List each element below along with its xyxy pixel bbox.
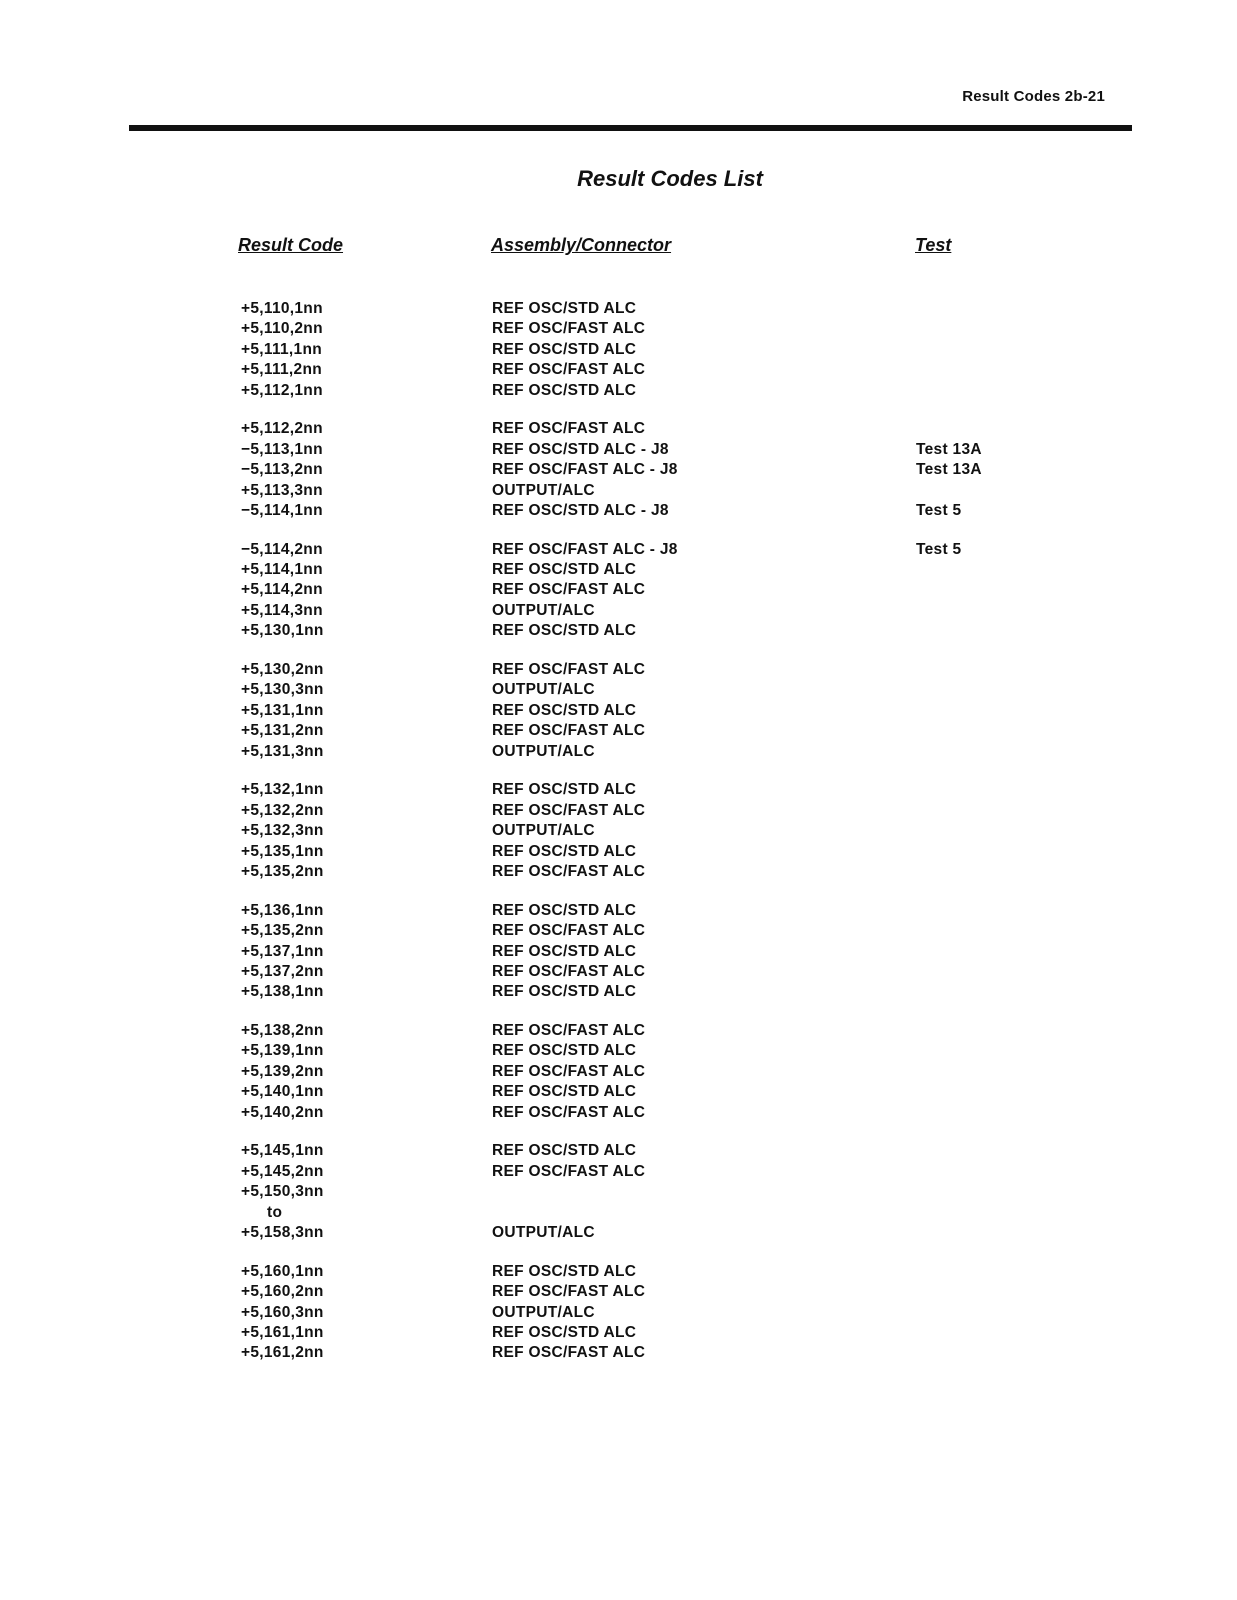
column-header-assembly-connector: Assembly/Connector — [491, 235, 672, 255]
assembly-connector-cell: REF OSC/FAST ALC — [492, 1283, 646, 1301]
table-row — [0, 1324, 1237, 1344]
result-code-cell: +5,150,3nn — [241, 1183, 324, 1201]
assembly-connector-cell: REF OSC/FAST ALC — [492, 661, 646, 679]
result-code-cell: +5,160,1nn — [241, 1262, 324, 1280]
assembly-connector-cell: REF OSC/FAST ALC — [492, 722, 646, 740]
table-row — [0, 743, 1237, 763]
header-rule — [129, 125, 1132, 131]
table-row — [0, 1063, 1237, 1083]
result-code-cell: +5,112,1nn — [241, 381, 323, 399]
assembly-connector-cell: REF OSC/STD ALC — [492, 561, 637, 579]
assembly-connector-cell: REF OSC/STD ALC — [492, 300, 637, 317]
result-code-cell: +5,135,1nn — [241, 842, 324, 860]
table-row — [0, 781, 1237, 801]
table-row — [0, 1263, 1237, 1283]
result-code-cell: +5,136,1nn — [241, 901, 324, 919]
result-code-cell: +5,137,1nn — [241, 942, 324, 960]
table-row — [0, 843, 1237, 863]
table-row — [0, 300, 1237, 320]
table-row — [0, 922, 1237, 942]
result-code-cell: +5,132,3nn — [241, 822, 324, 840]
assembly-connector-cell: OUTPUT/ALC — [492, 742, 595, 760]
table-row — [0, 902, 1237, 922]
row-group — [0, 1142, 1237, 1244]
result-code-cell: +5,111,2nn — [241, 361, 322, 379]
result-codes-table — [0, 300, 1237, 1383]
table-row — [0, 1042, 1237, 1062]
table-row — [0, 1344, 1237, 1364]
result-code-cell: +5,114,1nn — [241, 561, 323, 579]
result-code-cell: +5,160,2nn — [241, 1283, 324, 1301]
result-code-cell: +5,110,1nn — [241, 300, 323, 317]
assembly-connector-cell: REF OSC/STD ALC — [492, 1083, 637, 1101]
table-row — [0, 702, 1237, 722]
assembly-connector-cell: REF OSC/FAST ALC — [492, 361, 646, 379]
result-code-cell: +5,139,2nn — [241, 1062, 324, 1080]
table-row — [0, 482, 1237, 502]
assembly-connector-cell: REF OSC/STD ALC - J8 — [492, 501, 669, 519]
assembly-connector-cell: REF OSC/STD ALC — [492, 1323, 637, 1341]
result-code-cell: to — [267, 1203, 283, 1221]
assembly-connector-cell: OUTPUT/ALC — [492, 1223, 595, 1241]
result-code-cell: +5,138,2nn — [241, 1022, 324, 1040]
assembly-connector-cell: REF OSC/FAST ALC — [492, 420, 646, 438]
column-header-result-code: Result Code — [238, 235, 344, 255]
table-row — [0, 1183, 1237, 1203]
result-code-cell: +5,140,1nn — [241, 1083, 324, 1101]
result-code-cell: +5,145,1nn — [241, 1142, 324, 1160]
result-code-cell: +5,130,1nn — [241, 622, 324, 640]
assembly-connector-cell: OUTPUT/ALC — [492, 822, 595, 840]
assembly-connector-cell: REF OSC/STD ALC — [492, 842, 637, 860]
assembly-connector-cell: REF OSC/STD ALC — [492, 1042, 637, 1060]
table-row — [0, 681, 1237, 701]
assembly-connector-cell: REF OSC/FAST ALC - J8 — [492, 540, 678, 558]
assembly-connector-cell: REF OSC/STD ALC — [492, 622, 637, 640]
result-code-cell: −5,113,1nn — [241, 440, 323, 458]
assembly-connector-cell: REF OSC/STD ALC — [492, 1262, 637, 1280]
table-row — [0, 1083, 1237, 1103]
test-cell: Test 5 — [916, 540, 962, 558]
result-code-cell: +5,114,3nn — [241, 601, 323, 619]
table-row — [0, 1204, 1237, 1224]
assembly-connector-cell: REF OSC/FAST ALC — [492, 922, 646, 940]
table-row — [0, 602, 1237, 622]
result-code-cell: +5,140,2nn — [241, 1103, 324, 1121]
assembly-connector-cell: REF OSC/STD ALC — [492, 340, 637, 358]
assembly-connector-cell: REF OSC/FAST ALC — [492, 801, 646, 819]
table-row — [0, 341, 1237, 361]
table-row — [0, 661, 1237, 681]
table-row — [0, 502, 1237, 522]
table-row — [0, 1163, 1237, 1183]
result-code-cell: +5,131,1nn — [241, 701, 324, 719]
result-code-cell: +5,111,1nn — [241, 340, 322, 358]
result-code-cell: +5,131,2nn — [241, 722, 324, 740]
row-group — [0, 1263, 1237, 1365]
assembly-connector-cell: OUTPUT/ALC — [492, 601, 595, 619]
table-row — [0, 1104, 1237, 1124]
table-row — [0, 541, 1237, 561]
table-row — [0, 983, 1237, 1003]
assembly-connector-cell: REF OSC/FAST ALC — [492, 1103, 646, 1121]
assembly-connector-cell: REF OSC/FAST ALC — [492, 1162, 646, 1180]
table-row — [0, 1224, 1237, 1244]
row-group — [0, 661, 1237, 763]
assembly-connector-cell: REF OSC/STD ALC — [492, 701, 637, 719]
table-row — [0, 622, 1237, 642]
row-group — [0, 902, 1237, 1004]
result-code-cell: +5,112,2nn — [241, 420, 323, 438]
result-code-cell: +5,135,2nn — [241, 862, 324, 880]
result-code-cell: −5,114,1nn — [241, 501, 323, 519]
result-code-cell: +5,113,3nn — [241, 481, 323, 499]
result-code-cell: +5,130,3nn — [241, 681, 324, 699]
result-code-cell: +5,145,2nn — [241, 1162, 324, 1180]
result-code-cell: +5,135,2nn — [241, 922, 324, 940]
test-cell: Test 5 — [916, 501, 962, 519]
assembly-connector-cell: REF OSC/FAST ALC — [492, 581, 646, 599]
result-code-cell: +5,132,1nn — [241, 781, 324, 799]
result-code-cell: +5,110,2nn — [241, 320, 323, 338]
table-row — [0, 802, 1237, 822]
row-group — [0, 781, 1237, 883]
table-row — [0, 943, 1237, 963]
result-code-cell: +5,132,2nn — [241, 801, 324, 819]
table-row — [0, 441, 1237, 461]
table-row — [0, 863, 1237, 883]
assembly-connector-cell: REF OSC/FAST ALC — [492, 962, 646, 980]
assembly-connector-cell: REF OSC/STD ALC — [492, 381, 637, 399]
table-row — [0, 320, 1237, 340]
row-group — [0, 1022, 1237, 1124]
result-code-cell: +5,131,3nn — [241, 742, 324, 760]
table-row — [0, 361, 1237, 381]
result-code-cell: +5,161,2nn — [241, 1344, 324, 1362]
result-code-cell: +5,161,1nn — [241, 1323, 324, 1341]
assembly-connector-cell: REF OSC/FAST ALC — [492, 862, 646, 880]
table-row — [0, 822, 1237, 842]
running-head: Result Codes 2b-21 — [962, 88, 1105, 105]
table-row — [0, 382, 1237, 402]
page-title: Result Codes List — [577, 166, 763, 191]
table-row — [0, 461, 1237, 481]
table-row — [0, 581, 1237, 601]
table-row — [0, 1022, 1237, 1042]
table-row — [0, 1142, 1237, 1162]
assembly-connector-cell: REF OSC/STD ALC — [492, 781, 637, 799]
row-group — [0, 541, 1237, 643]
row-group — [0, 420, 1237, 522]
result-code-cell: +5,160,3nn — [241, 1303, 324, 1321]
result-code-cell: −5,114,2nn — [241, 540, 323, 558]
assembly-connector-cell: REF OSC/STD ALC — [492, 983, 637, 1001]
table-row — [0, 561, 1237, 581]
assembly-connector-cell: REF OSC/STD ALC - J8 — [492, 440, 669, 458]
table-row — [0, 1304, 1237, 1324]
result-code-cell: +5,158,3nn — [241, 1223, 324, 1241]
row-group — [0, 300, 1237, 402]
assembly-connector-cell: OUTPUT/ALC — [492, 481, 595, 499]
result-code-cell: +5,130,2nn — [241, 661, 324, 679]
result-code-cell: −5,113,2nn — [241, 461, 323, 479]
result-code-cell: +5,114,2nn — [241, 581, 323, 599]
assembly-connector-cell: OUTPUT/ALC — [492, 1303, 595, 1321]
assembly-connector-cell: REF OSC/FAST ALC — [492, 1062, 646, 1080]
assembly-connector-cell: REF OSC/FAST ALC - J8 — [492, 461, 678, 479]
table-row — [0, 1283, 1237, 1303]
table-row — [0, 722, 1237, 742]
assembly-connector-cell: REF OSC/STD ALC — [492, 901, 637, 919]
test-cell: Test 13A — [916, 440, 982, 458]
column-header-test: Test — [915, 235, 952, 255]
test-cell: Test 13A — [916, 461, 982, 479]
result-code-cell: +5,137,2nn — [241, 962, 324, 980]
assembly-connector-cell: REF OSC/STD ALC — [492, 942, 637, 960]
assembly-connector-cell: REF OSC/FAST ALC — [492, 1344, 646, 1362]
result-code-cell: +5,139,1nn — [241, 1042, 324, 1060]
table-row — [0, 420, 1237, 440]
assembly-connector-cell: REF OSC/FAST ALC — [492, 320, 646, 338]
assembly-connector-cell: REF OSC/FAST ALC — [492, 1022, 646, 1040]
assembly-connector-cell: OUTPUT/ALC — [492, 681, 595, 699]
result-code-cell: +5,138,1nn — [241, 983, 324, 1001]
assembly-connector-cell: REF OSC/STD ALC — [492, 1142, 637, 1160]
table-row — [0, 963, 1237, 983]
